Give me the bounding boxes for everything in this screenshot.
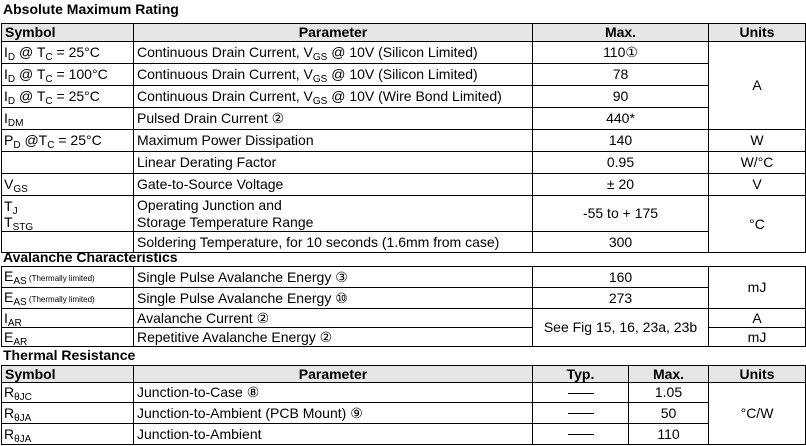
units-cell: W (709, 130, 806, 152)
typ-cell (533, 403, 629, 424)
table-row (2, 130, 806, 152)
max-cell: 140 (533, 130, 709, 152)
parameter-cell: Junction-to-Ambient (PCB Mount) ⑨ (134, 403, 533, 424)
parameter-cell: Single Pulse Avalanche Energy ⑩ (134, 288, 533, 309)
parameter-cell: Avalanche Current ② (134, 309, 533, 328)
max-cell: 1.05 (629, 383, 709, 403)
table-row (2, 64, 806, 86)
units-cell: mJ (709, 267, 806, 309)
section-title-thermal: Thermal Resistance (3, 347, 136, 363)
symbol-cell: $E_{AS}$ (Thermally limited) (2, 288, 134, 309)
units-cell: A (709, 309, 806, 328)
parameter-header: Parameter (134, 366, 533, 383)
symbol-cell: $P_D$ $@T_C = 25^\circ C$ (2, 130, 134, 152)
typ-cell (533, 383, 629, 403)
parameter-cell: Junction-to-Ambient (134, 424, 533, 445)
max-cell: 0.95 (533, 152, 709, 174)
symbol-cell: $I_D$ @ $T_C = 25^\circ C$ (2, 42, 134, 64)
units-cell: °C/W (709, 383, 806, 445)
symbol-cell: $R_{\theta JA}$ (2, 424, 134, 445)
parameter-cell: Linear Derating Factor (134, 152, 533, 174)
dash-mark (568, 434, 594, 435)
units-cell: V (709, 174, 806, 196)
max-cell: 110① (533, 42, 709, 64)
parameter-cell: Pulsed Drain Current ② (134, 108, 533, 130)
max-cell: See Fig 15, 16, 23a, 23b (533, 309, 709, 347)
parameter-cell: Maximum Power Dissipation (134, 130, 533, 152)
parameter-cell: Operating Junction and Storage Temperature Range (134, 196, 533, 232)
units-cell: A (709, 42, 806, 130)
typ-cell (533, 424, 629, 445)
table-row (2, 383, 806, 403)
header-row (2, 24, 806, 42)
symbol-header: Symbol (2, 24, 134, 42)
max-cell: 160 (533, 267, 709, 288)
parameter-cell: Continuous Drain Current, $V_{GS}$ @ 10V (Silicon Limited) (134, 64, 533, 86)
symbol-cell: $T_J$ $T_{STG}$ (2, 196, 134, 232)
symbol-cell: $V_{GS}$ (2, 174, 134, 196)
max-cell: 50 (629, 403, 709, 424)
section-title-avalanche: Avalanche Characteristics (3, 249, 178, 265)
symbol-cell: $I_D$ @ $T_C = 100^\circ C$ (2, 64, 134, 86)
symbol-cell: $I_{DM}$ (2, 108, 134, 130)
max-header: Max. (533, 24, 709, 42)
table-row (2, 424, 806, 445)
parameter-cell: Junction-to-Case ⑧ (134, 383, 533, 403)
table-row (2, 196, 806, 232)
thermal-table (1, 365, 806, 445)
units-header: Units (709, 24, 806, 42)
symbol-cell: $E_{AS}$ (Thermally limited) (2, 267, 134, 288)
parameter-cell: Gate-to-Source Voltage (134, 174, 533, 196)
section-title-absolute-max: Absolute Maximum Rating (3, 1, 179, 17)
max-cell: 90 (533, 86, 709, 108)
symbol-cell (2, 152, 134, 174)
symbol-cell: $I_{AR}$ (2, 309, 134, 328)
header-row (2, 366, 806, 383)
dash-mark (568, 393, 594, 394)
units-cell: W/°C (709, 152, 806, 174)
parameter-cell: Repetitive Avalanche Energy ② (134, 328, 533, 347)
max-cell: 273 (533, 288, 709, 309)
max-cell: 440* (533, 108, 709, 130)
table-row (2, 309, 806, 328)
table-row (2, 267, 806, 288)
table-row (2, 86, 806, 108)
table-row (2, 174, 806, 196)
max-cell: 300 (533, 232, 709, 253)
max-cell: -55 to + 175 (533, 196, 709, 232)
max-cell: 78 (533, 64, 709, 86)
avalanche-table (1, 266, 806, 347)
parameter-cell: Continuous Drain Current, $V_{GS}$ @ 10V (Wire Bond Limited) (134, 86, 533, 108)
absolute-max-table (1, 23, 806, 253)
max-cell: 110 (629, 424, 709, 445)
table-row (2, 152, 806, 174)
parameter-cell: Soldering Temperature, for 10 seconds (1.6mm from case) (134, 232, 533, 253)
symbol-cell: $R_{\theta JC}$ (2, 383, 134, 403)
max-cell: ± 20 (533, 174, 709, 196)
parameter-header: Parameter (134, 24, 533, 42)
dash-mark (568, 413, 594, 414)
units-cell: °C (709, 196, 806, 253)
symbol-cell: $R_{\theta JA}$ (2, 403, 134, 424)
parameter-cell: Single Pulse Avalanche Energy ③ (134, 267, 533, 288)
typ-header: Typ. (533, 366, 629, 383)
table-row (2, 288, 806, 309)
table-row (2, 108, 806, 130)
units-header: Units (709, 366, 806, 383)
symbol-cell: $I_D$ @ $T_C = 25^\circ C$ (2, 86, 134, 108)
units-cell: mJ (709, 328, 806, 347)
parameter-cell: Continuous Drain Current, $V_{GS}$ @ 10V (Silicon Limited) (134, 42, 533, 64)
table-row (2, 403, 806, 424)
max-header: Max. (629, 366, 709, 383)
symbol-header: Symbol (2, 366, 134, 383)
symbol-cell: $E_{AR}$ (2, 328, 134, 347)
table-row (2, 42, 806, 64)
